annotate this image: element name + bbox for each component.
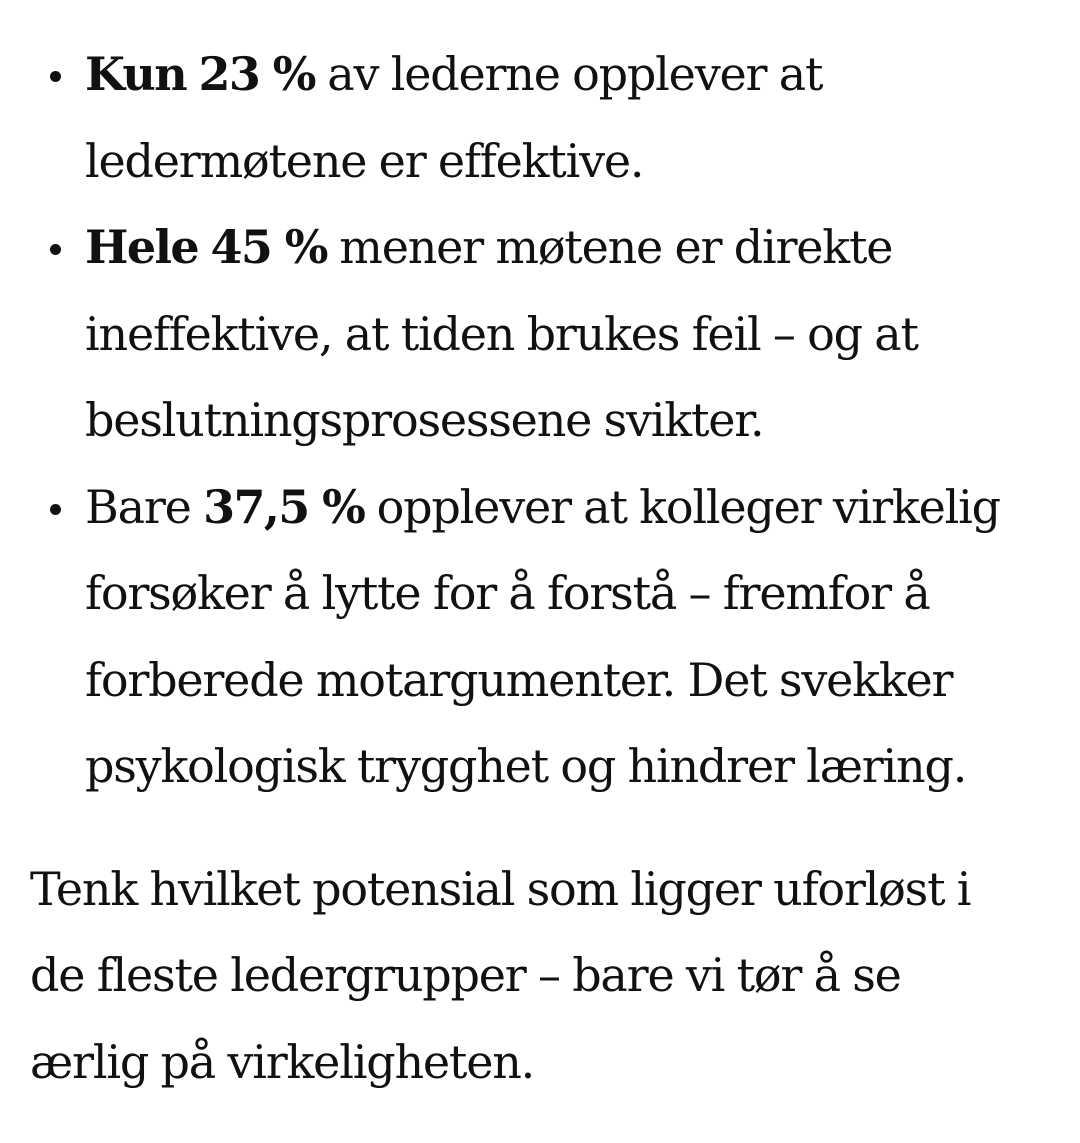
bullet-icon <box>50 244 61 255</box>
bullet-stat: 45 % <box>210 220 327 274</box>
bullet-icon <box>50 71 61 82</box>
bullet-lead: Bare <box>85 479 204 534</box>
bullet-text: av lederne opplever at ledermøtene er effektive. <box>85 47 823 188</box>
list-item <box>30 31 1050 204</box>
bullet-lead: Hele <box>85 220 199 274</box>
bullet-icon <box>50 504 61 515</box>
bullet-stat: 37,5 % <box>203 479 365 534</box>
bullet-text: opplever at kolleger virkelig forsøker å lytte for å forstå – fremfor å forberede motargumenter. Det svekker psykologisk trygghet og hindrer læring. <box>85 479 1000 793</box>
bullet-lead: Kun <box>85 47 187 101</box>
bullet-text: mener møtene er direkte ineffektive, at tiden brukes feil – og at beslutningsprosessene svikter. <box>85 220 918 447</box>
statistics-list <box>30 31 1050 810</box>
closing-paragraph: Tenk hvilket potensial som ligger uforløst i de fleste ledergrupper – bare vi tør å se ærlig på virkeligheten. <box>30 861 971 1089</box>
list-item <box>30 464 1050 810</box>
list-item <box>30 204 1050 464</box>
bullet-stat: 23 % <box>198 47 315 101</box>
